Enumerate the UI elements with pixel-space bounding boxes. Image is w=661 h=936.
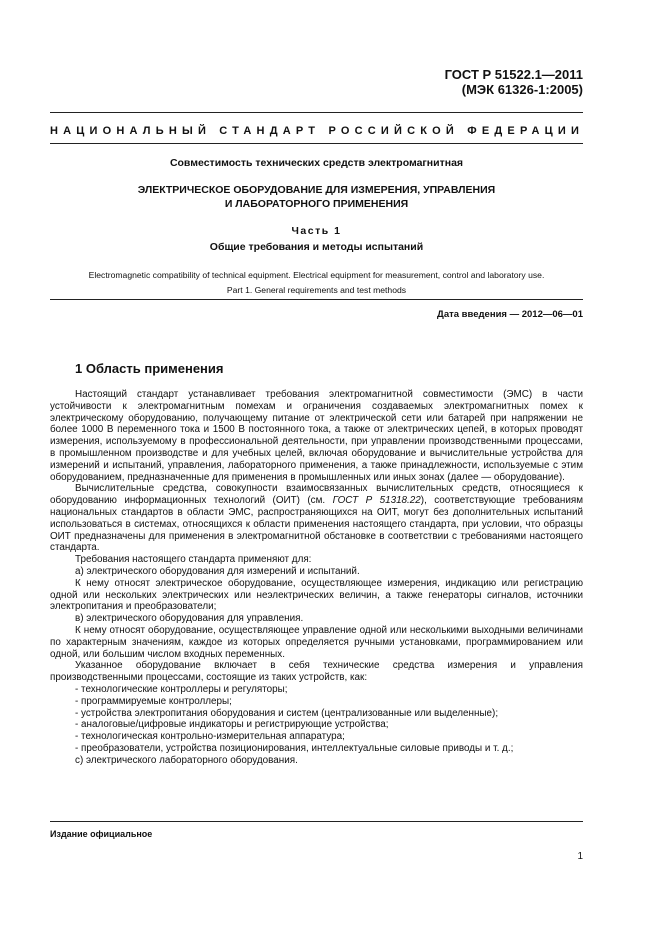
paragraph-equipment: Указанное оборудование включает в себя технические средства измерения и управления производственными процессами, состоящие из таких устройств, как: [50,660,583,684]
list-item: - технологическая контрольно-измерительная аппаратура; [75,731,345,743]
introduction-date: Дата введения — 2012—06—01 [437,309,583,320]
list-item: - технологические контроллеры и регуляторы; [75,683,288,695]
iec-number: (МЭК 61326-1:2005) [461,82,583,97]
part-number: Часть 1 [291,225,342,237]
official-edition: Издание официальное [50,829,153,839]
english-title-line2: Part 1. General requirements and test methods [226,285,407,295]
part-title: Общие требования и методы испытаний [209,241,424,253]
main-title-line2: И ЛАБОРАТОРНОГО ПРИМЕНЕНИЯ [224,198,409,210]
date-divider [50,299,583,300]
page-number: 1 [577,851,583,862]
paragraph-computing-start: Вычислительные средства, совокупности взаимосвязанных вычислительных средств, относящиеся к оборудованию информационных технологий (ОИТ) (см. [50,483,583,507]
paragraph-applies: Требования настоящего стандарта применяют для: [75,554,312,566]
paragraph-computing-end: ), соответствующие требованиям национальных стандартов в области ЭМС, распространяющихся на ОИТ, могут без дополнительных испытаний использоваться в системах, относящихся к области применения настоящего стандарта, при условии, что образцы ОИТ предназначены для применения в электромагнитной обстановке в соответствии с требованиями настоящего стандарта. [50,495,583,554]
body-text [50,389,583,767]
list-item: - программируемые контроллеры; [75,695,232,707]
main-title [50,183,583,211]
footer-divider [50,821,583,822]
item-c: с) электрического лабораторного оборудования. [75,754,298,766]
list-item: - преобразователи, устройства позиционирования, интеллектуальные силовые приводы и т. д.; [75,742,514,754]
english-title [50,268,583,298]
gost-number: ГОСТ Р 51522.1—2011 [444,67,583,82]
standard-reference: ГОСТ Р 51318.22 [332,495,421,507]
english-title-line1: Electromagnetic compatibility of technical equipment. Electrical equipment for measurement, control and laboratory use. [88,270,545,280]
section-heading: 1 Область применения [75,361,224,376]
item-a: а) электрического оборудования для измерений и испытаний. [75,565,360,577]
compatibility-title: Совместимость технических средств электромагнитная [169,157,464,169]
paragraph-measurement: К нему относят электрическое оборудование, осуществляющее измерения, индикацию или регистрацию одной или нескольких электрических или неэлектрических величин, а также генераторы сигналов, источники электропитания и преобразователи; [50,577,583,613]
list-item: - устройства электропитания оборудования и систем (централизованные или выделенные); [75,707,499,719]
title-divider [50,143,583,144]
list-item: - аналоговые/цифровые индикаторы и регистрирующие устройства; [75,719,389,731]
standard-number-block [445,67,583,97]
national-standard-title: НАЦИОНАЛЬНЫЙ СТАНДАРТ РОССИЙСКОЙ ФЕДЕРАЦИИ [50,125,585,137]
paragraph-computing [50,483,583,554]
main-title-line1: ЭЛЕКТРИЧЕСКОЕ ОБОРУДОВАНИЕ ДЛЯ ИЗМЕРЕНИЯ, УПРАВЛЕНИЯ [137,184,496,196]
paragraph-control: К нему относят оборудование, осуществляющее управление одной или несколькими выходными величинами по характерным значениям, каждое из которых определяется ручными установками, программированием или одной, или большим числом входных переменных. [50,624,583,660]
item-b: в) электрического оборудования для управления. [75,613,304,625]
top-divider [50,112,583,113]
paragraph-scope: Настоящий стандарт устанавливает требования электромагнитной совместимости (ЭМС) в части устойчивости к электромагнитным помехам и ограничения создаваемых электромагнитных помех к электрическому оборудованию, получающему питание от электрической сети или батарей при напряжении не более 1000 В переменного тока и 1500 В постоянного тока, а также от электрических цепей, в которых проводят измерения, используемому в профессиональной деятельности, при управлении производственными процессами, в промышленном производстве и для учебных целей, включая оборудование и вычислительные устройства для измерений и испытаний, управления, лабораторного применения, а также принадлежности, используемые с этим оборудованием, предназначенные для применения в промышленных или иных зонах (далее — оборудование). [50,389,583,483]
